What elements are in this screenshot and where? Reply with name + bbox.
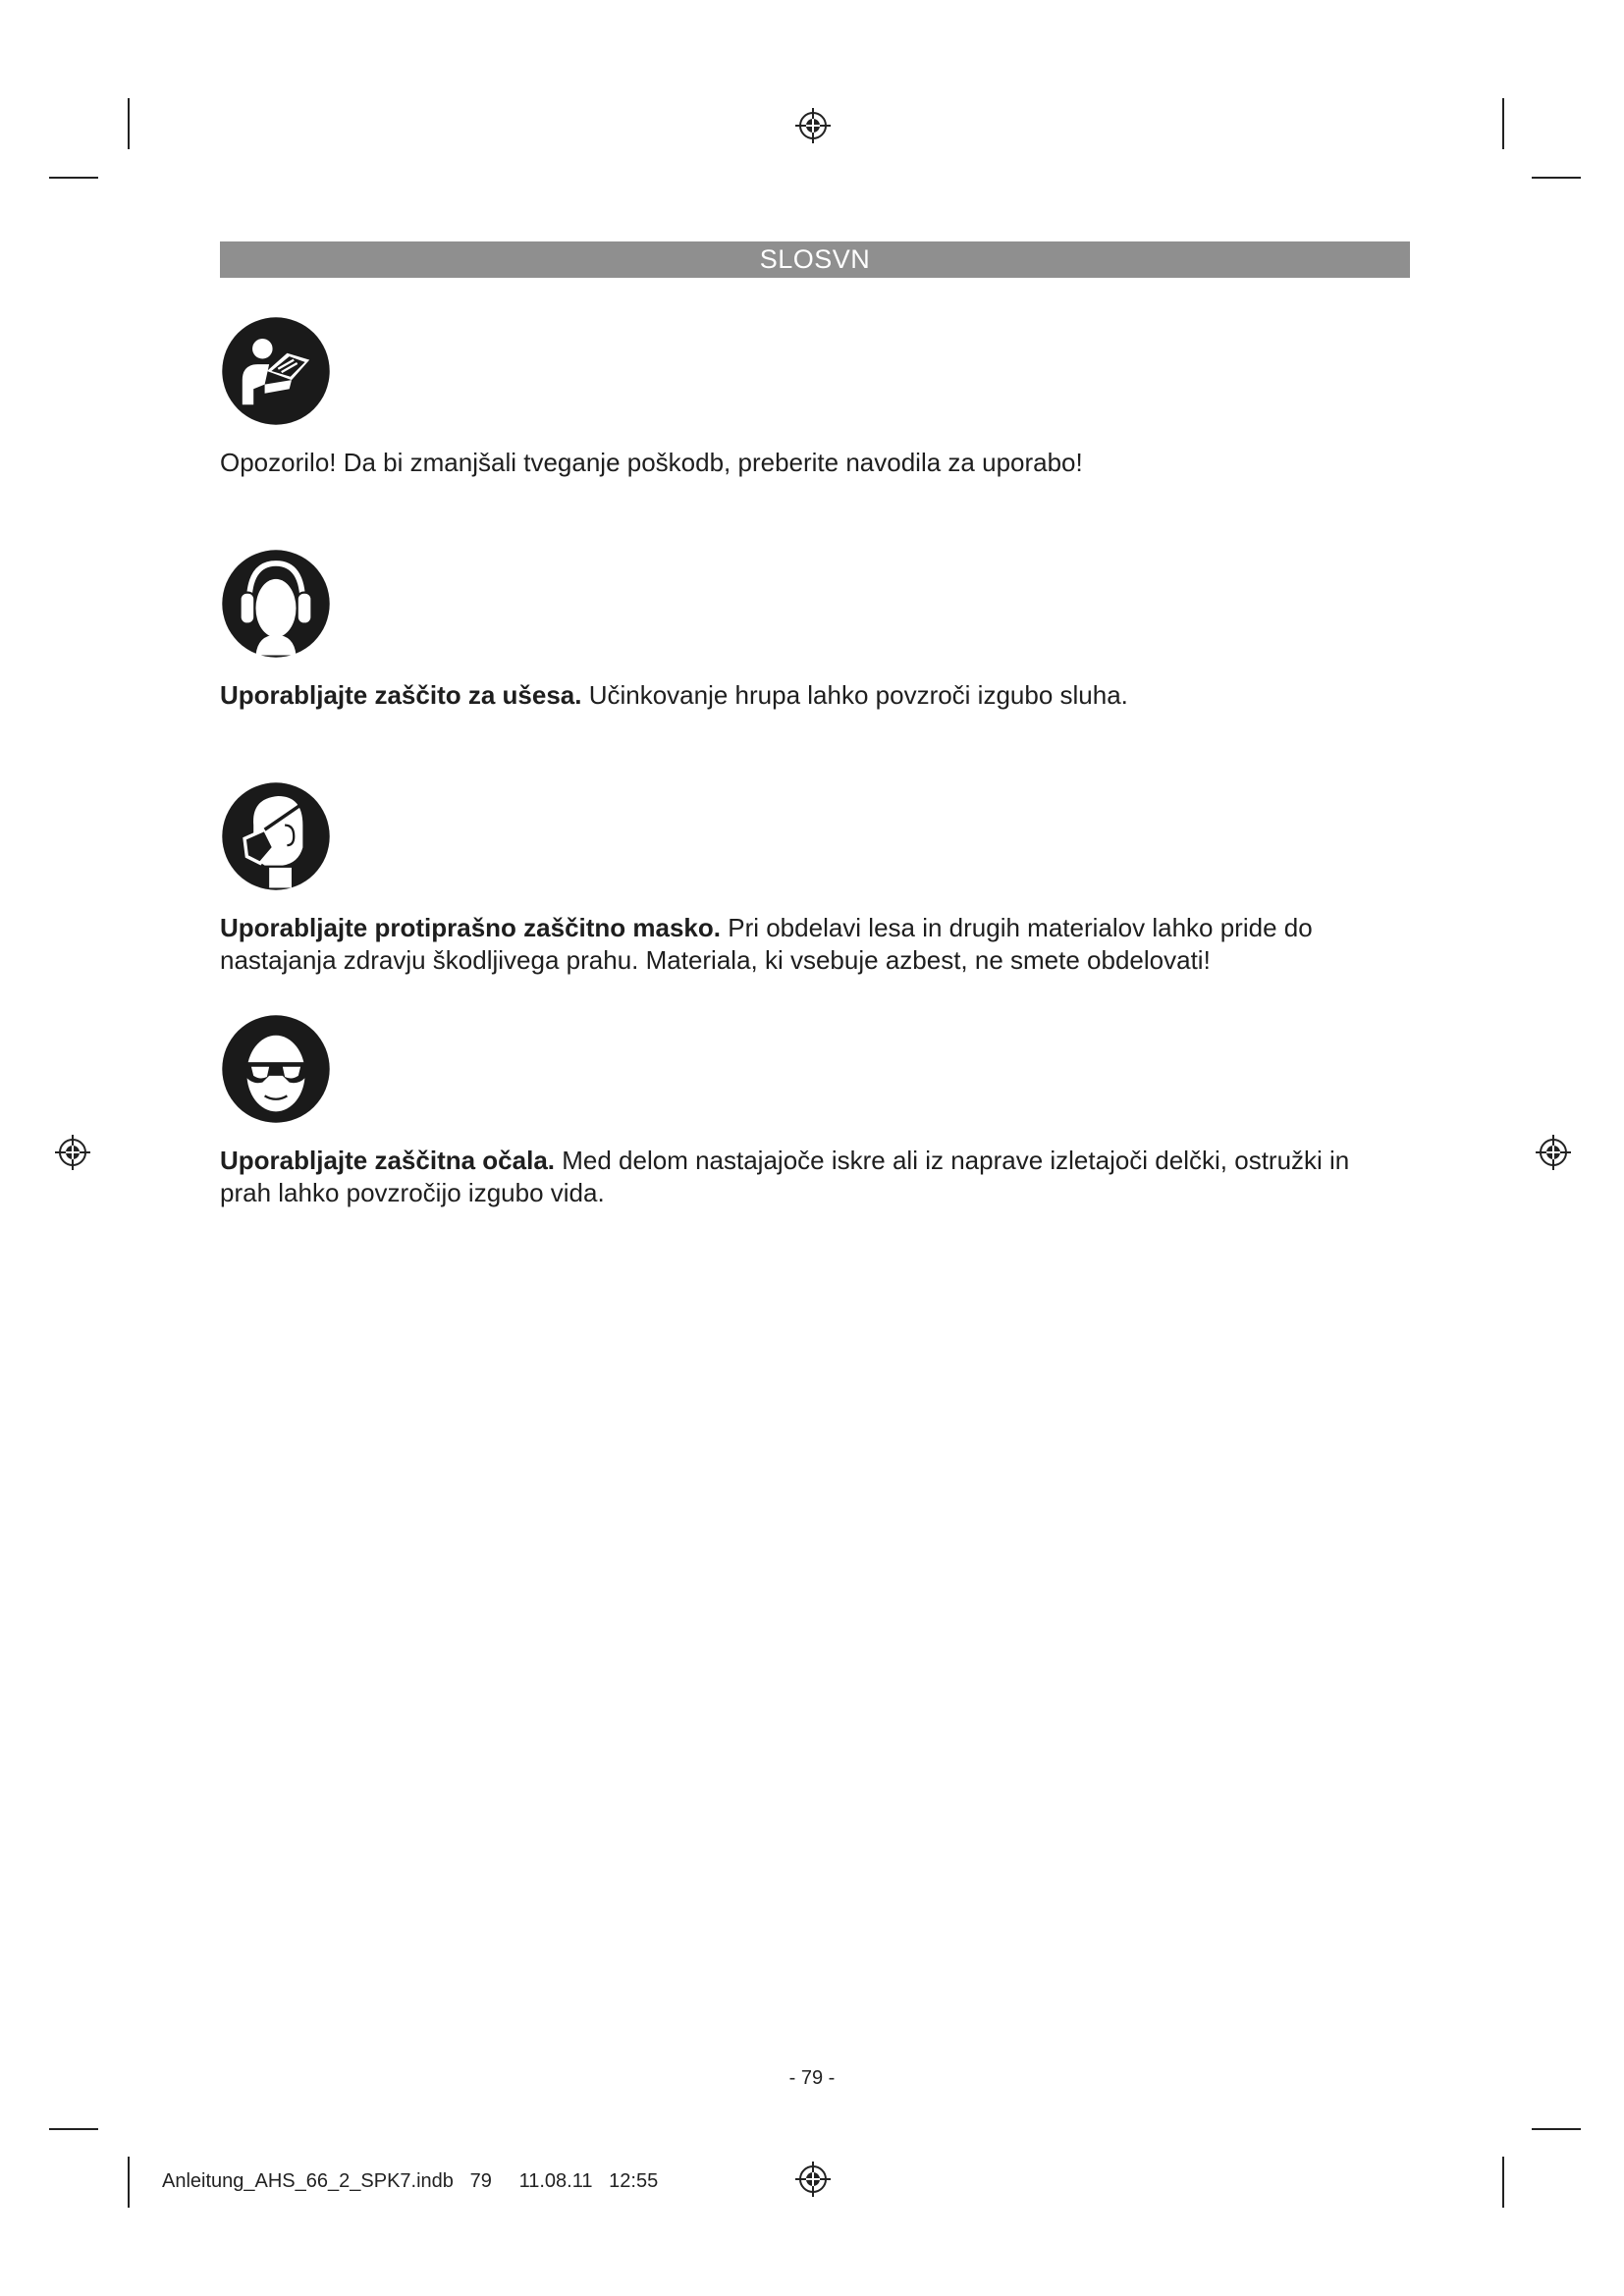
crop-mark-top-left-vertical — [128, 98, 130, 149]
warning-ear-protection — [220, 548, 1398, 712]
warning-bold-text: Uporabljajte zaščitna očala. — [220, 1146, 556, 1175]
safety-goggles-icon — [220, 1013, 332, 1125]
warning-bold-text: Uporabljajte zaščito za ušesa. — [220, 680, 582, 710]
crop-mark-bottom-right-horizontal — [1532, 2128, 1581, 2130]
crop-mark-bottom-left-horizontal — [49, 2128, 98, 2130]
registration-mark-icon — [1534, 1133, 1573, 1172]
registration-mark-icon — [793, 106, 833, 145]
crop-mark-top-left-horizontal — [49, 177, 98, 179]
print-slug: Anleitung_AHS_66_2_SPK7.indb 79 11.08.11 12:55 — [162, 2170, 659, 2192]
warning-dust-mask — [220, 780, 1398, 977]
warning-text: Med delom nastajajoče iskre ali iz naprave izletajoči delčki, ostružki in prah lahko povzročijo izgubo vida. — [220, 1146, 1350, 1207]
registration-mark-icon — [793, 2160, 833, 2199]
warning-safety-goggles — [220, 1013, 1398, 1209]
warning-bold-text: Uporabljajte protiprašno zaščitno masko. — [220, 913, 721, 942]
read-manual-icon — [220, 315, 332, 427]
registration-mark-icon — [53, 1133, 92, 1172]
dust-mask-icon — [220, 780, 332, 892]
ear-protection-icon — [220, 548, 332, 660]
crop-mark-bottom-left-vertical — [128, 2157, 130, 2208]
crop-mark-top-right-horizontal — [1532, 177, 1581, 179]
crop-mark-bottom-right-vertical — [1502, 2157, 1504, 2208]
page-number: - 79 - — [788, 2067, 836, 2089]
warning-read-manual — [220, 315, 1398, 479]
warning-text: Pri obdelavi lesa in drugih materialov lahko pride do nastajanja zdravju škodljivega prahu. Materiala, ki vsebuje azbest, ne smete obdelovati! — [220, 913, 1313, 975]
warning-text: Opozorilo! Da bi zmanjšali tveganje poškodb, preberite navodila za uporabo! — [220, 448, 1083, 477]
crop-mark-top-right-vertical — [1502, 98, 1504, 149]
warning-text: Učinkovanje hrupa lahko povzroči izgubo sluha. — [581, 680, 1128, 710]
language-header: SLOSVN — [220, 241, 1410, 278]
